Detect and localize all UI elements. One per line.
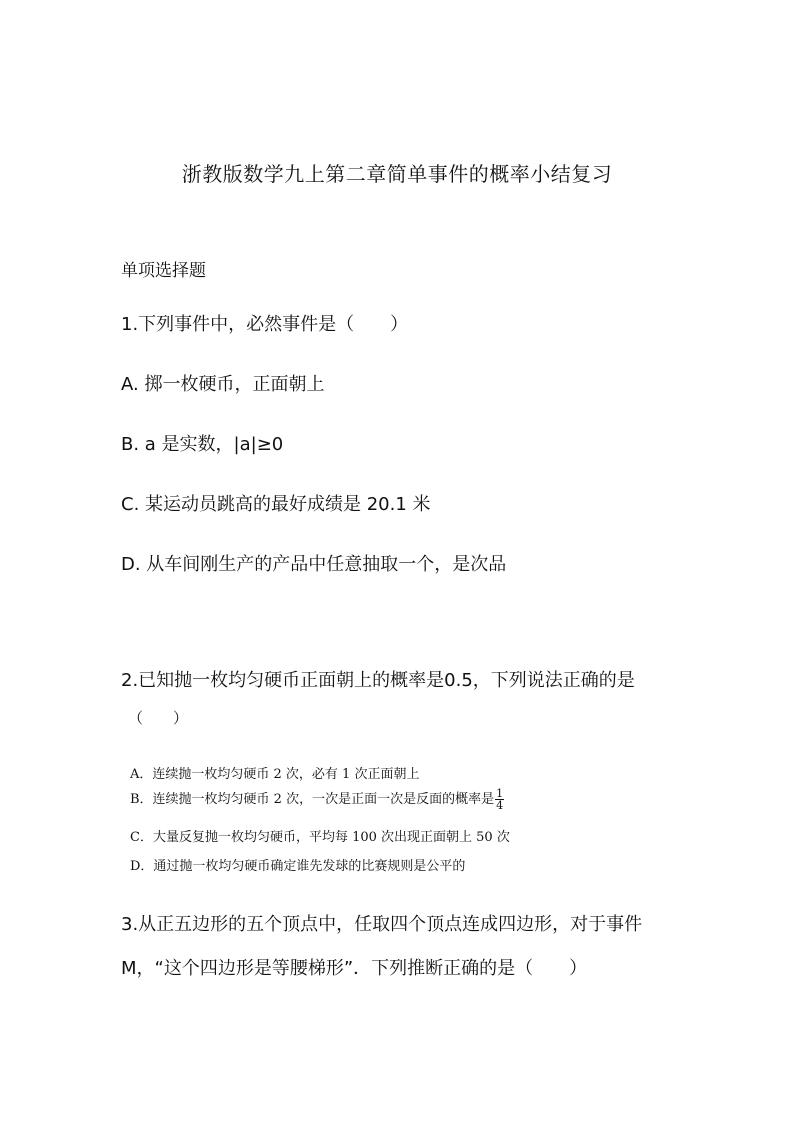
question-2-option-d: D．通过抛一枚均匀硬币确定谁先发球的比赛规则是公平的 — [130, 859, 466, 874]
question-3-line-1: 3.从正五边形的五个顶点中，任取四个顶点连成四边形，对于事件 — [121, 914, 643, 935]
fraction — [495, 788, 504, 811]
question-2-option-b-text: B．连续抛一枚均匀硬币 2 次，一次是正面一次是反面的概率是 — [130, 792, 495, 807]
question-2-paren: （ ） — [128, 709, 189, 727]
question-3-line-2: M，“这个四边形是等腰梯形”．下列推断正确的是（ ） — [121, 958, 588, 979]
question-2-stem: 2.已知抛一枚均匀硬币正面朝上的概率是0.5，下列说法正确的是 — [121, 670, 635, 691]
fraction-denominator: 4 — [496, 799, 504, 812]
question-2-option-a: A．连续抛一枚均匀硬币 2 次，必有 1 次正面朝上 — [130, 767, 420, 782]
fraction-numerator: 1 — [496, 787, 504, 800]
question-1-stem: 1.下列事件中，必然事件是（ ） — [121, 314, 409, 335]
page-title: 浙教版数学九上第二章简单事件的概率小结复习 — [181, 162, 613, 186]
question-1-option-d: D. 从车间刚生产的产品中任意抽取一个，是次品 — [121, 554, 507, 575]
section-heading: 单项选择题 — [121, 261, 206, 281]
question-1-option-b: B. a 是实数，|a|≥0 — [121, 434, 284, 455]
question-1-option-a: A. 掷一枚硬币，正面朝上 — [121, 374, 325, 395]
question-2-option-b — [130, 788, 504, 811]
question-1-option-c: C. 某运动员跳高的最好成绩是 20.1 米 — [121, 494, 431, 515]
question-2-option-c: C．大量反复抛一枚均匀硬币，平均每 100 次出现正面朝上 50 次 — [130, 830, 510, 845]
